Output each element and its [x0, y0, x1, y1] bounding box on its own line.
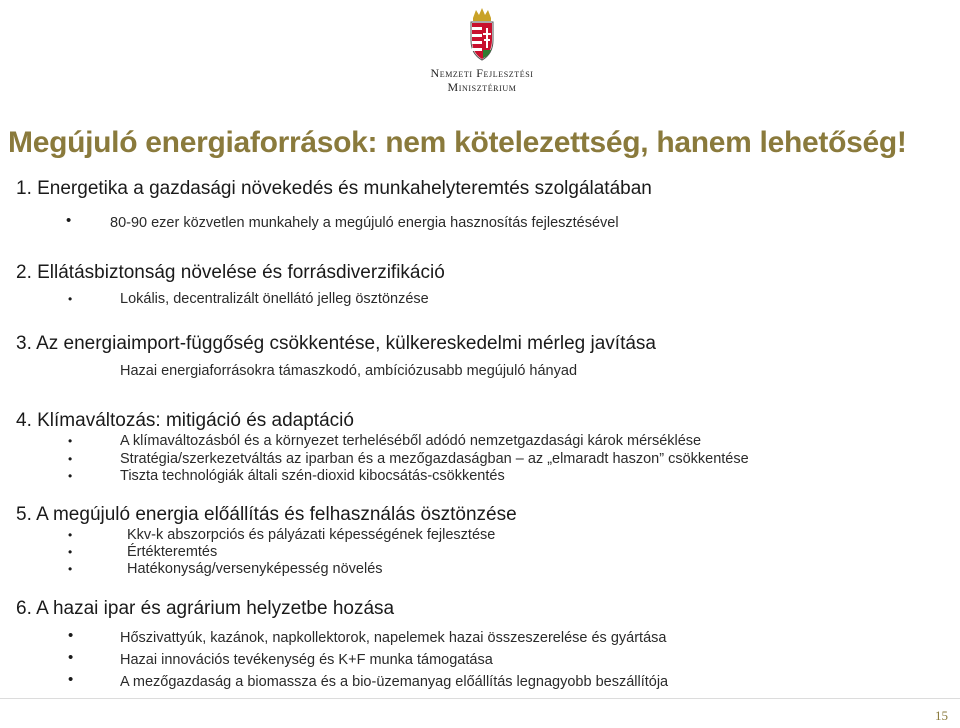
section-4-heading: 4. Klímaváltozás: mitigáció és adaptáció [16, 410, 354, 431]
slide-title: Megújuló energiaforrások: nem kötelezettség, hanem lehetőség! [8, 126, 907, 159]
ministry-name [422, 66, 542, 94]
bullet-icon: • [68, 469, 73, 483]
section-6-item-2: Hazai innovációs tevékenység és K+F munka támogatása [120, 652, 493, 668]
section-4-item-1: A klímaváltozásból és a környezet terheléséből adódó nemzetgazdasági károk mérséklése [120, 433, 702, 449]
section-6-heading: 6. A hazai ipar és agrárium helyzetbe hozása [16, 598, 395, 619]
bullet-icon: • [68, 292, 73, 306]
section-2-heading: 2. Ellátásbiztonság növelése és forrásdiverzifikáció [16, 262, 445, 283]
section-5-item-3: Hatékonyság/versenyképesség növelés [127, 561, 383, 577]
footer-divider [0, 698, 960, 699]
ministry-logo [422, 6, 542, 94]
bullet-icon: • [68, 452, 73, 466]
section-6-item-3: A mezőgazdaság a biomassza és a bio-üzemanyag előállítás legnagyobb beszállítója [120, 674, 669, 690]
section-4-item-3: Tiszta technológiák általi szén-dioxid kibocsátás-csökkentés [120, 468, 505, 484]
coat-of-arms-icon [467, 6, 497, 62]
bullet-icon: • [68, 627, 74, 644]
bullet-icon: • [68, 528, 73, 542]
section-1-item-1: 80-90 ezer közvetlen munkahely a megújuló energia hasznosítás fejlesztésével [110, 215, 619, 231]
section-1-heading: 1. Energetika a gazdasági növekedés és munkahelyteremtés szolgálatában [16, 178, 652, 199]
section-6-item-1: Hőszivattyúk, kazánok, napkollektorok, napelemek hazai összeszerelése és gyártása [120, 630, 667, 646]
section-4-item-2: Stratégia/szerkezetváltás az iparban és a mezőgazdaságban – az „elmaradt haszon” csökkentése [120, 451, 749, 467]
section-5-heading: 5. A megújuló energia előállítás és felhasználás ösztönzése [16, 504, 517, 525]
section-3-item-1: Hazai energiaforrásokra támaszkodó, ambíciózusabb megújuló hányad [120, 363, 578, 379]
section-5-item-2: Értékteremtés [127, 544, 218, 560]
bullet-icon: • [68, 545, 73, 559]
ministry-line-2: Minisztérium [447, 80, 517, 94]
bullet-icon: • [66, 212, 72, 229]
section-2-item-1: Lokális, decentralizált önellátó jelleg ösztönzése [120, 291, 429, 307]
bullet-icon: • [68, 649, 74, 666]
section-3-heading: 3. Az energiaimport-függőség csökkentése, külkereskedelmi mérleg javítása [16, 333, 656, 354]
page-number: 15 [935, 708, 948, 723]
ministry-line-1: Nemzeti Fejlesztési [430, 66, 534, 80]
bullet-icon: • [68, 671, 74, 688]
section-5-item-1: Kkv-k abszorpciós és pályázati képességének fejlesztése [127, 527, 496, 543]
bullet-icon: • [68, 434, 73, 448]
bullet-icon: • [68, 562, 73, 576]
